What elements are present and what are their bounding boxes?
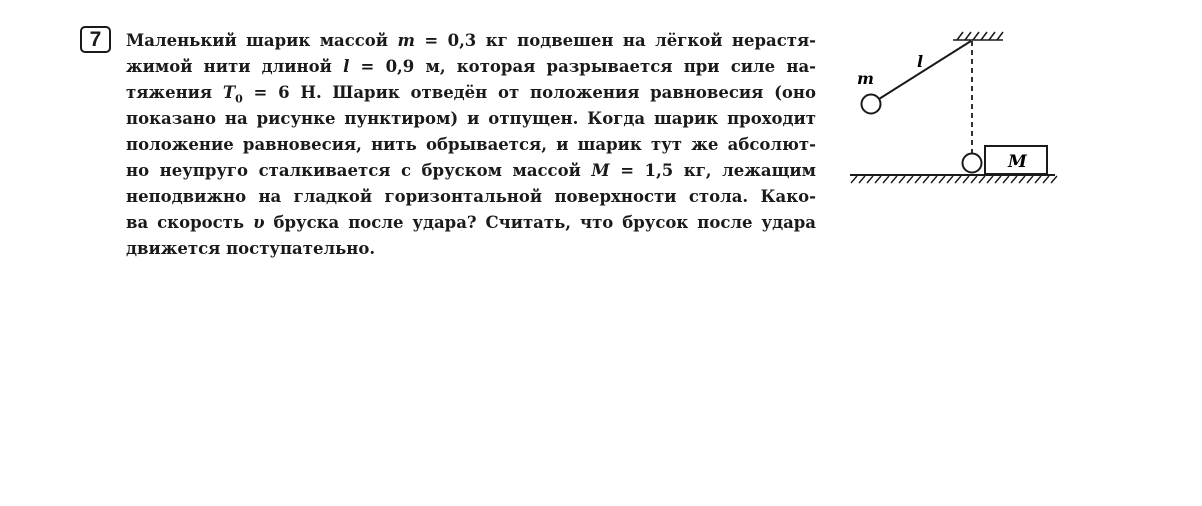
block-mass-label: M — [1008, 152, 1027, 172]
math-subscript: 0 — [235, 92, 243, 106]
statement-line — [126, 54, 816, 80]
statement-text: движется поступательно. — [126, 239, 376, 258]
statement-line — [126, 236, 816, 262]
hatch-stroke — [1043, 176, 1049, 183]
statement-line — [126, 80, 816, 106]
hatch-stroke — [899, 176, 905, 183]
statement-line — [126, 132, 816, 158]
hatch-stroke — [1035, 176, 1041, 183]
problem-number-box — [80, 26, 111, 53]
hatch-stroke — [955, 176, 961, 183]
hatch-stroke — [1027, 176, 1033, 183]
statement-line — [126, 210, 816, 236]
statement-text: положение равновесия, нить обрывается, и шарик тут же абсолют- — [126, 135, 816, 154]
statement-text: = 0,9 м, которая разрывается при силе на- — [349, 57, 816, 76]
hatch-stroke — [875, 176, 881, 183]
statement-text: = 6 Н. Шарик отведён от положения равновесия (оно — [242, 83, 816, 102]
math-variable: υ — [253, 213, 265, 232]
statement-line — [126, 106, 816, 132]
hatch-stroke — [963, 176, 969, 183]
hatch-stroke — [987, 176, 993, 183]
hatch-stroke — [995, 176, 1001, 183]
hatch-stroke — [971, 176, 977, 183]
statement-text: Маленький шарик массой — [126, 31, 398, 50]
math-variable: m — [397, 31, 415, 50]
math-variable: l — [343, 57, 350, 76]
statement-text: показано на рисунке пунктиром) и отпущен. Когда шарик проходит — [126, 109, 816, 128]
hatch-stroke — [1019, 176, 1025, 183]
hatch-stroke — [891, 176, 897, 183]
hatch-stroke — [1051, 176, 1057, 183]
hatch-stroke — [947, 176, 953, 183]
statement-text: жимой нити длиной — [126, 57, 344, 76]
statement-text: = 0,3 кг подвешен на лёгкой нерастя- — [414, 31, 816, 50]
hatch-stroke — [1011, 176, 1017, 183]
statement-text: ва скорость — [126, 213, 254, 232]
equilibrium-ball — [963, 154, 982, 173]
ball-mass-label: m — [857, 69, 874, 88]
table-hatch — [851, 176, 1057, 183]
statement-text: тяжения — [126, 83, 223, 102]
problem-statement — [126, 28, 816, 262]
statement-line — [126, 158, 816, 184]
hatch-stroke — [939, 176, 945, 183]
pendulum-figure — [845, 20, 1065, 200]
hatch-stroke — [883, 176, 889, 183]
hatch-stroke — [867, 176, 873, 183]
statement-text: бруска после удара? Считать, что брусок после удара — [264, 213, 816, 232]
hatch-stroke — [907, 176, 913, 183]
string-length-label: l — [917, 52, 924, 71]
ceiling-hatch — [953, 32, 1003, 40]
hatch-stroke — [1003, 176, 1009, 183]
statement-text: = 1,5 кг, лежащим — [609, 161, 816, 180]
problem-number: 7 — [89, 28, 102, 51]
statement-text: неподвижно на гладкой горизонтальной поверхности стола. Како- — [126, 187, 816, 206]
hatch-stroke — [923, 176, 929, 183]
math-variable: T — [222, 83, 236, 102]
math-variable: M — [591, 161, 610, 180]
hatch-stroke — [979, 176, 985, 183]
hatch-stroke — [915, 176, 921, 183]
statement-line — [126, 28, 816, 54]
deflected-ball — [862, 95, 881, 114]
hatch-stroke — [859, 176, 865, 183]
hatch-stroke — [851, 176, 857, 183]
statement-line — [126, 184, 816, 210]
hatch-stroke — [931, 176, 937, 183]
pendulum-string — [879, 41, 971, 99]
statement-text: но неупруго сталкивается с бруском массой — [126, 161, 592, 180]
